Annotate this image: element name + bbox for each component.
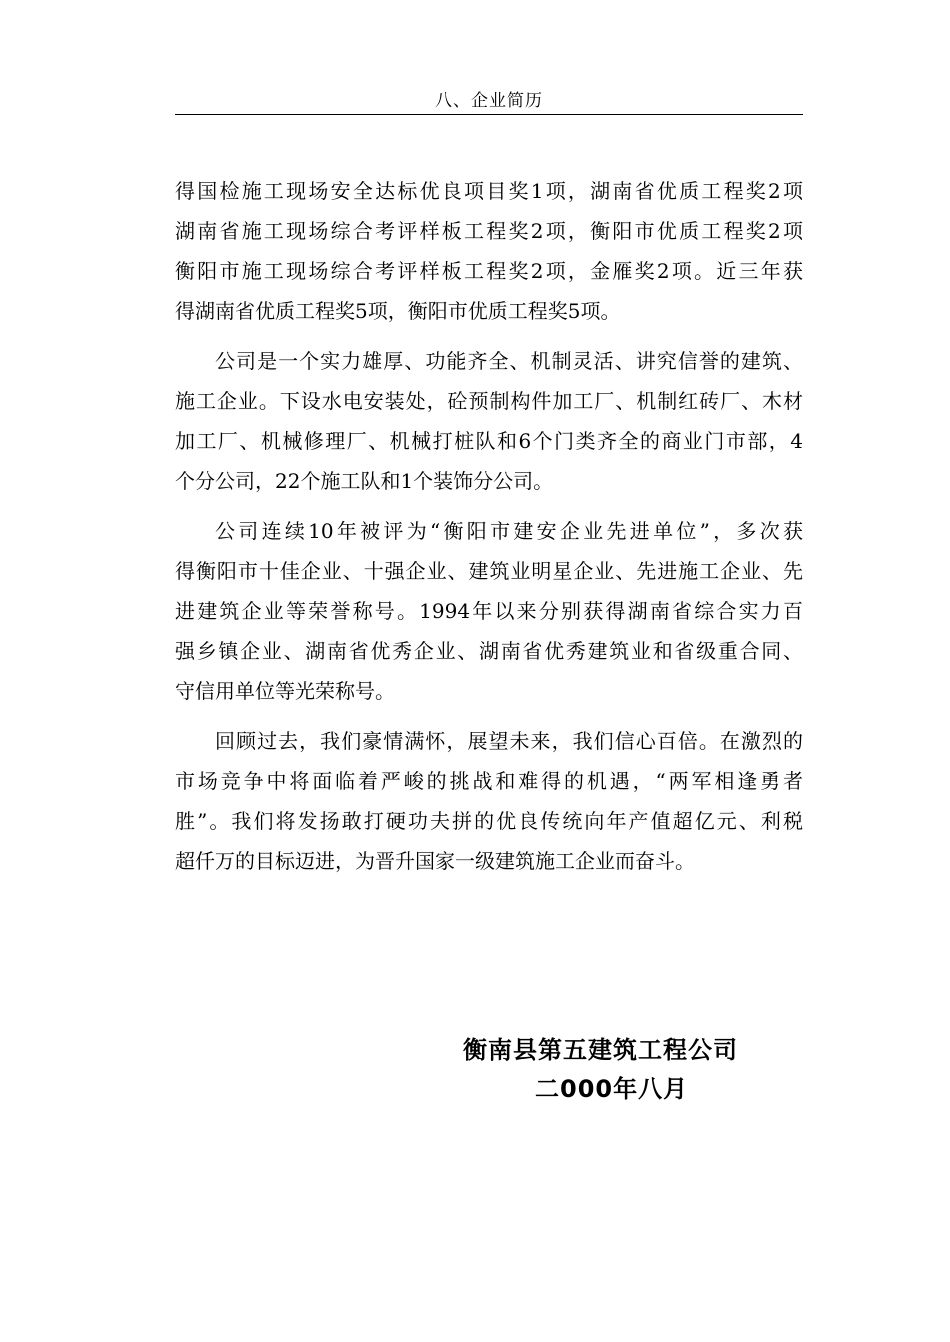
text-line: 施工企业。下设水电安装处，砼预制构件加工厂、机制红砖厂、木材 bbox=[175, 389, 803, 413]
text-line: 衡阳市施工现场综合考评样板工程奖2项，金雁奖2项。近三年获 bbox=[175, 259, 803, 283]
paragraph-outlook bbox=[175, 721, 803, 881]
text-line: 胜”。我们将发扬敢打硬功夫拼的优良传统向年产值超亿元、利税 bbox=[175, 809, 803, 833]
text-line: 得湖南省优质工程奖5项，衡阳市优质工程奖5项。 bbox=[175, 299, 621, 323]
text-line: 公司连续10年被评为“衡阳市建安企业先进单位”，多次获 bbox=[215, 519, 803, 543]
text-line: 公司是一个实力雄厚、功能齐全、机制灵活、讲究信誉的建筑、 bbox=[215, 349, 803, 373]
page-header-title: 八、企业简历 bbox=[435, 91, 543, 111]
signature-date: 二000年八月 bbox=[535, 1075, 689, 1103]
paragraph-company-profile bbox=[175, 341, 803, 501]
text-line: 守信用单位等光荣称号。 bbox=[175, 679, 395, 703]
text-line: 湖南省施工现场综合考评样板工程奖2项，衡阳市优质工程奖2项 bbox=[175, 219, 803, 243]
body-text bbox=[175, 171, 803, 891]
header-divider bbox=[175, 114, 803, 115]
paragraph-honors bbox=[175, 511, 803, 711]
text-line: 进建筑企业等荣誉称号。1994年以来分别获得湖南省综合实力百 bbox=[175, 599, 803, 623]
text-line: 得衡阳市十佳企业、十强企业、建筑业明星企业、先进施工企业、先 bbox=[175, 559, 803, 583]
text-line: 强乡镇企业、湖南省优秀企业、湖南省优秀建筑业和省级重合同、 bbox=[175, 639, 803, 663]
text-line: 加工厂、机械修理厂、机械打桩队和6个门类齐全的商业门市部，4 bbox=[175, 429, 803, 453]
text-line: 市场竞争中将面临着严峻的挑战和难得的机遇，“两军相逢勇者 bbox=[175, 769, 803, 793]
text-line: 回顾过去，我们豪情满怀，展望未来，我们信心百倍。在激烈的 bbox=[215, 729, 803, 753]
paragraph-awards bbox=[175, 171, 803, 331]
text-line: 个分公司，22个施工队和1个装饰分公司。 bbox=[175, 469, 554, 493]
text-line: 得国检施工现场安全达标优良项目奖1项，湖南省优质工程奖2项 bbox=[175, 179, 803, 203]
text-line: 超仟万的目标迈进，为晋升国家一级建筑施工企业而奋斗。 bbox=[175, 849, 695, 873]
signature-company: 衡南县第五建筑工程公司 bbox=[463, 1036, 738, 1064]
